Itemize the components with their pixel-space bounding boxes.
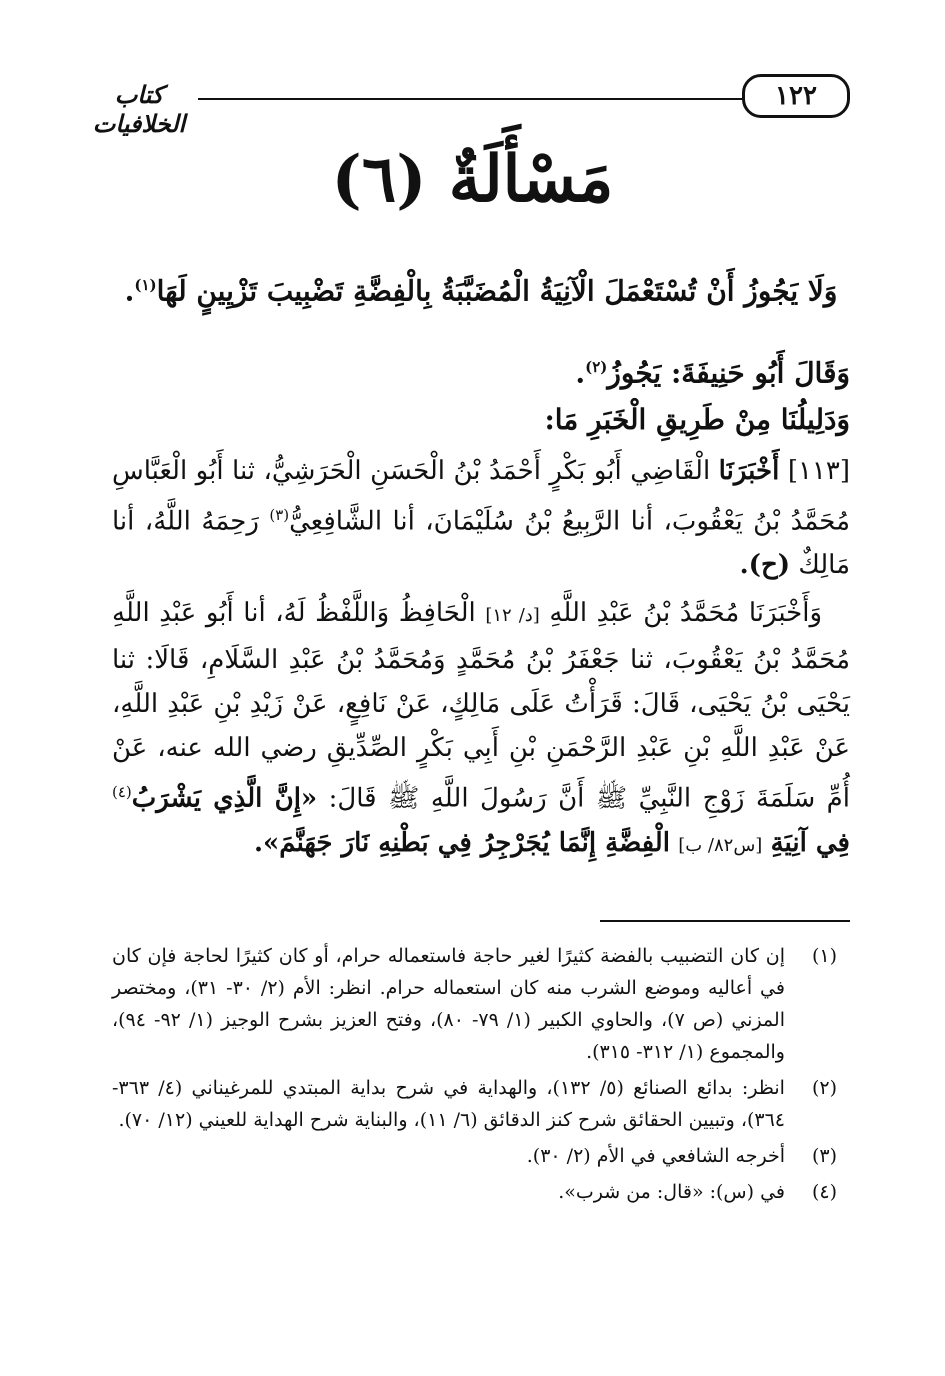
akhbarana: أَخْبَرَنَا	[718, 455, 780, 486]
footnote-number: (٤)	[811, 1181, 837, 1203]
matn-text: وَلَا يَجُوزُ أَنْ تُسْتَعْمَلَ الْآنِيَةُ الْمُضَبَّبَةُ بِالْفِضَّةِ تَضْبِيبَ تَزْيِينٍ لَهَا	[156, 274, 838, 308]
hadith-number: [١١٣]	[787, 455, 851, 486]
footnote-separator	[600, 920, 850, 922]
quote-part3: الْفِضَّةِ إِنَّمَا يُجَرْجِرُ فِي بَطْنِهِ نَارَ جَهَنَّمَ».	[253, 827, 670, 858]
book-title: كتاب الخلافيات	[92, 80, 186, 138]
isnad-part1: الْقَاضِي أَبُو بَكْرٍ أَحْمَدُ بْنُ الْحَسَنِ الْحَرَشِيُّ، ثنا أَبُو الْعَبَّاسِ مُحَمَّدُ بْنُ يَعْقُوبَ، أنا الرَّبِيعُ بْنُ سُلَيْمَانَ، أنا الشَّافِعِيُّ	[112, 455, 850, 537]
header-rule	[198, 98, 748, 100]
isnad-part2: رَحِمَهُ اللَّهُ، أنا مَالِكٌ	[112, 506, 850, 581]
footnote-number: (٣)	[811, 1145, 837, 1167]
footnote-ref: (١)	[134, 276, 157, 294]
footnote-item	[112, 1072, 837, 1136]
footnote-ref: (٤)	[112, 783, 132, 802]
footnote-text: أخرجه الشافعي في الأم (٢/ ٣٠).	[526, 1145, 785, 1167]
footnote-text: إن كان التضبيب بالفضة كثيرًا لغير حاجة فاستعماله حرام، أو كان كثيرًا لحاجة فإن كان في أعاليه وموضع الشرب منه كان استعماله حرام. انظر: الأم (٢/ ٣٠- ٣١)، ومختصر المزني (ص ٧)، والحاوي الكبير (١/ ٧٩- ٨٠)، وفتح العزيز بشرح الوجيز (١/ ٩٢- ٩٤)، والمجموع (١/ ٣١٢- ٣١٥).	[112, 945, 785, 1063]
quote-part2: فِي آنِيَةِ	[770, 827, 850, 858]
footnote-number: (١)	[811, 945, 837, 967]
footnote-number: (٢)	[811, 1077, 837, 1099]
footnote-item	[112, 1140, 837, 1172]
page-number: ١٢٢	[742, 74, 850, 118]
manuscript-ref: [س٨٢/ ب]	[678, 834, 763, 856]
footnote-item	[112, 1176, 837, 1208]
evidence-intro: وَدَلِيلُنَا مِنْ طَرِيقِ الْخَبَرِ مَا:	[544, 402, 850, 436]
ha-marker: (ح).	[739, 550, 791, 581]
cont-part2: الْحَافِظُ وَاللَّفْظُ لَهُ، أنا أَبُو عَبْدِ اللَّهِ مُحَمَّدُ بْنُ يَعْقُوبَ، ثنا جَعْفَرُ بْنُ مُحَمَّدٍ وَمُحَمَّدُ بْنُ عَبْدِ السَّلَامِ، قَالَا: ثنا يَحْيَى بْنُ يَحْيَى، قَالَ: قَرَأْتُ عَلَى مَالِكٍ، عَنْ نَافِعٍ، عَنْ زَيْدِ بْنِ عَبْدِ اللَّهِ، عَنْ عَبْدِ اللَّهِ بْنِ عَبْدِ الرَّحْمَنِ بْنِ أَبِي بَكْرٍ الصِّدِّيقِ رضي الله عنه، عَنْ أُمِّ سَلَمَةَ زَوْجِ النَّبِيِّ ﷺ أَنَّ رَسُولَ اللَّهِ ﷺ قَالَ:	[112, 598, 850, 814]
opponent-line: وَقَالَ أَبُو حَنِيفَةَ: يَجُوزُ$^{(٢)}$.	[575, 356, 850, 390]
footnote-ref: (٢)	[585, 358, 608, 377]
issue-title: مَسْأَلَةٌ (٦)	[331, 142, 614, 217]
hadith-continuation	[112, 591, 850, 868]
main-text	[112, 262, 850, 868]
quote-part1: «إِنَّ الَّذِي يَشْرَبُ	[131, 783, 318, 814]
matn-line: وَلَا يَجُوزُ أَنْ تُسْتَعْمَلَ الْآنِيَةُ الْمُضَبَّبَةُ بِالْفِضَّةِ تَضْبِيبَ تَزْيِينٍ لَهَا$^{(١)}$.	[124, 274, 838, 308]
footnote-text: انظر: بدائع الصنائع (٥/ ١٣٢)، والهداية في شرح بداية المبتدي للمرغيناني (٤/ ٣٦٣- ٣٦٤)، وتبيين الحقائق شرح كنز الدقائق (٦/ ١١)، والبناية شرح الهداية للعيني (١٢/ ٧٠).	[112, 1077, 785, 1131]
opponent-text: وَقَالَ أَبُو حَنِيفَةَ: يَجُوزُ	[607, 356, 850, 390]
cont-part1: وَأَخْبَرَنَا مُحَمَّدُ بْنُ عَبْدِ اللَّهِ	[549, 598, 823, 629]
hadith-113	[112, 449, 850, 588]
footnote-text: في (س): «قال: من شرب».	[558, 1181, 785, 1203]
footnote-item	[112, 940, 837, 1068]
page-header	[80, 62, 850, 138]
footnotes	[112, 940, 837, 1212]
footnote-ref: (٣)	[269, 505, 290, 524]
manuscript-ref: [د/ ١٢]	[485, 605, 540, 627]
